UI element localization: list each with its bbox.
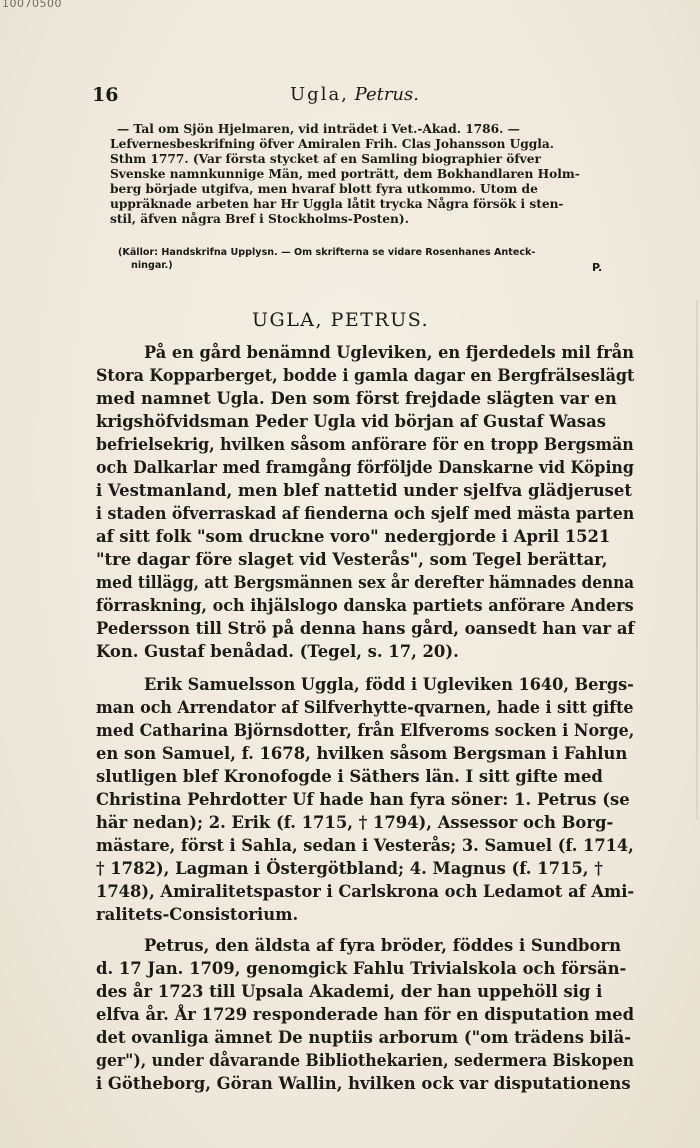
body-line: med tillägg, att Bergsmännen sex år derefter hämnades denna [96,573,635,592]
prev-line: uppräknade arbeten har Hr Uggla låtit trycka Några försök i sten- [110,197,564,211]
prev-line: Lefvernesbeskrifning öfver Amiralen Frih. Clas Johansson Uggla. [110,137,555,151]
body-line: krigshöfvidsman Peder Ugla vid början af Gustaf Wasas [96,412,606,431]
body-line: en son Samuel, f. 1678, hvilken såsom Bergsman i Fahlun [96,744,628,763]
body-line: förraskning, och ihjälslogo danska partiets anförare Anders [96,596,634,615]
body-line: man och Arrendator af Silfverhytte-qvarnen, hade i sitt gifte [96,698,634,717]
body-line: Kon. Gustaf benådad. (Tegel, s. 17, 20). [96,642,459,661]
sources-line: (Källor: Handskrifna Upplysn. — Om skrifterna se vidare Rosenhanes Anteck- [118,247,536,258]
body-line: här nedan); 2. Erik (f. 1715, † 1794), Assessor och Borg- [96,813,614,832]
prev-line: berg började utgifva, men hvaraf blott fyra utkommo. Utom de [110,182,538,196]
body-line: ger"), under dåvarande Bibliothekarien, sedermera Biskopen [96,1051,635,1070]
body-line: i Götheborg, Göran Wallin, hvilken ock var disputationens [96,1074,631,1093]
body-line: På en gård benämnd Ugleviken, en fjerdedels mil från [144,343,635,362]
body-line: slutligen blef Kronofogde i Säthers län. I sitt gifte med [96,767,603,786]
article-heading: UGLA, PETRUS. [252,309,430,331]
page-number: 16 [92,84,119,106]
running-title-name: Ugla, [290,84,349,105]
body-line: Pedersson till Strö på denna hans gård, oansedt han var af [96,619,635,638]
body-line: † 1782), Lagman i Östergötbland; 4. Magnus (f. 1715, † [96,859,603,878]
body-line: 1748), Amiralitetspastor i Carlskrona och Ledamot af Ami- [96,882,635,901]
running-title [290,84,419,105]
body-line: ralitets-Consistorium. [96,905,299,924]
body-line: med Catharina Björnsdotter, från Elfveroms socken i Norge, [96,721,635,740]
body-line: Stora Kopparberget, bodde i gamla dagar en Bergfrälseslägt [96,366,635,385]
prev-line: Sthm 1777. (Var första stycket af en Samling biographier öfver [110,152,541,166]
running-head [92,84,616,110]
body-line: Christina Pehrdotter Uf hade han fyra söner: 1. Petrus (se [96,790,630,809]
running-title-given-name: Petrus. [354,84,419,105]
body-line: i staden öfverraskad af fienderna och sjelf med mästa parten [96,504,635,523]
prev-line: stil, äfven några Bref i Stockholms-Posten). [110,212,409,226]
body-line: och Dalkarlar med framgång förföljde Danskarne vid Köping [96,458,634,477]
body-line: med namnet Ugla. Den som först frejdade slägten var en [96,389,617,408]
body-line: befrielsekrig, hvilken såsom anförare för en tropp Bergsmän [96,435,634,454]
page-edge-shadow [696,300,698,820]
body-line: det ovanliga ämnet De nuptiis arborum ("om trädens bilä- [96,1028,632,1047]
author-signature: P. [592,261,603,274]
body-line: Petrus, den äldsta af fyra bröder, föddes i Sundborn [144,936,621,955]
body-line: des år 1723 till Upsala Akademi, der han uppehöll sig i [96,982,603,1001]
prev-line: — Tal om Sjön Hjelmaren, vid inträdet i Vet.-Akad. 1786. — [117,122,520,136]
body-line: elfva år. År 1729 responderade han för en disputation med [96,1005,635,1024]
page-id-stamp: 10070500 [2,0,62,10]
body-line: mästare, först i Sahla, sedan i Vesterås; 3. Samuel (f. 1714, [96,836,634,855]
body-line: af sitt folk "som druckne voro" nedergjorde i April 1521 [96,527,611,546]
body-line: d. 17 Jan. 1709, genomgick Fahlu Trivialskola och försän- [96,959,627,978]
body-line: "tre dagar före slaget vid Vesterås", som Tegel berättar, [96,550,608,569]
sources-line: ningar.) [131,260,173,271]
body-line: i Vestmanland, men blef nattetid under sjelfva glädjeruset [96,481,632,500]
body-line: Erik Samuelsson Uggla, född i Ugleviken 1640, Bergs- [144,675,634,694]
prev-line: Svenske namnkunnige Män, med porträtt, dem Bokhandlaren Holm- [110,167,580,181]
